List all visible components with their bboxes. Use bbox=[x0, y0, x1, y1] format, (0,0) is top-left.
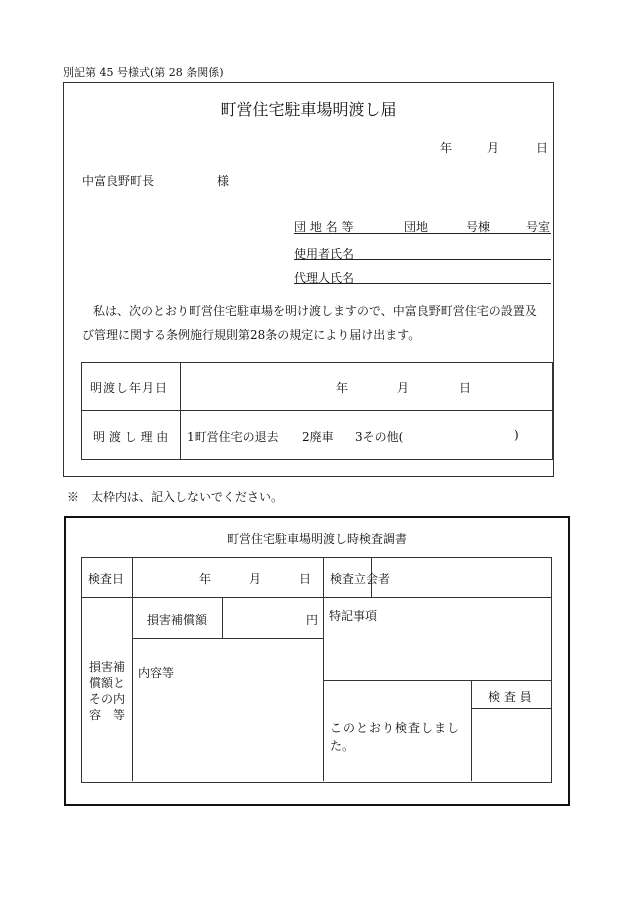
grid-divider bbox=[222, 597, 223, 638]
agent-name-line[interactable] bbox=[294, 283, 551, 284]
vacate-reason-label: 明 渡 し 理 由 bbox=[93, 430, 169, 444]
witness-label: 検査立会者 bbox=[330, 572, 391, 586]
inspector-label: 検 査 員 bbox=[488, 690, 532, 704]
damage-section-label-3: その内 bbox=[89, 692, 126, 706]
date-month: 月 bbox=[487, 141, 500, 155]
vacate-table bbox=[81, 362, 553, 460]
reason-other-close: ) bbox=[514, 428, 519, 442]
contents-label: 内容等 bbox=[138, 666, 175, 680]
vacate-date-month[interactable]: 月 bbox=[397, 381, 410, 395]
grid-divider bbox=[323, 557, 324, 781]
complex-name-line[interactable] bbox=[294, 233, 551, 234]
vacate-date-year[interactable]: 年 bbox=[336, 381, 349, 395]
compensation-label: 損害補償額 bbox=[147, 613, 208, 627]
grid-divider bbox=[132, 557, 133, 781]
user-name-label: 使用者氏名 bbox=[294, 247, 355, 261]
complex-name-label: 団 地 名 等 bbox=[294, 220, 354, 234]
grid-divider bbox=[471, 708, 551, 709]
reason-option-moveout[interactable]: 1町営住宅の退去 bbox=[187, 430, 279, 444]
form-reference-note: 別記第 45 号様式(第 28 条関係) bbox=[63, 66, 224, 79]
bold-frame-note: ※ 太枠内は、記入しないでください。 bbox=[67, 490, 284, 504]
grid-divider bbox=[323, 680, 551, 681]
grid-divider bbox=[81, 597, 551, 598]
damage-section-label-2: 償額と bbox=[89, 676, 126, 690]
user-name-line[interactable] bbox=[294, 259, 551, 260]
inspection-date-month[interactable]: 月 bbox=[249, 572, 262, 586]
inspection-date-label: 検査日 bbox=[88, 572, 125, 586]
inspection-date-year[interactable]: 年 bbox=[199, 572, 212, 586]
body-text-line1: 私は、次のとおり町営住宅駐車場を明け渡しますので、中富良野町営住宅の設置及 bbox=[93, 304, 537, 318]
inspection-statement-line1: このとおり検査しまし bbox=[330, 721, 461, 735]
vacate-date-label: 明渡し年月日 bbox=[90, 381, 169, 395]
reason-option-scrapped[interactable]: 2廃車 bbox=[302, 430, 334, 444]
damage-section-label-1: 損害補 bbox=[89, 660, 126, 674]
vacate-date-day[interactable]: 日 bbox=[459, 381, 472, 395]
currency-unit: 円 bbox=[306, 613, 319, 627]
inspection-title: 町営住宅駐車場明渡し時検査調書 bbox=[226, 532, 407, 546]
special-notes-label: 特記事項 bbox=[329, 609, 378, 623]
room-unit: 号室 bbox=[526, 220, 551, 234]
vacate-table-row-divider bbox=[81, 410, 552, 411]
addressee-honorific: 様 bbox=[217, 174, 230, 188]
agent-name-label: 代理人氏名 bbox=[294, 271, 355, 285]
reason-option-other[interactable]: 3その他( bbox=[355, 430, 404, 444]
grid-divider bbox=[471, 680, 472, 781]
inspection-date-day[interactable]: 日 bbox=[299, 572, 312, 586]
form-title: 町営住宅駐車場明渡し届 bbox=[220, 100, 397, 119]
complex-unit: 団地 bbox=[404, 220, 429, 234]
date-day: 日 bbox=[536, 141, 549, 155]
body-text-line2: び管理に関する条例施行規則第28条の規定により届け出ます。 bbox=[82, 328, 421, 342]
inspection-statement-line2: た。 bbox=[330, 739, 355, 753]
date-year: 年 bbox=[440, 141, 453, 155]
grid-divider bbox=[132, 638, 323, 639]
addressee-name: 中富良野町長 bbox=[82, 174, 155, 188]
building-unit: 号棟 bbox=[466, 220, 491, 234]
damage-section-label-4: 容 等 bbox=[89, 708, 126, 722]
